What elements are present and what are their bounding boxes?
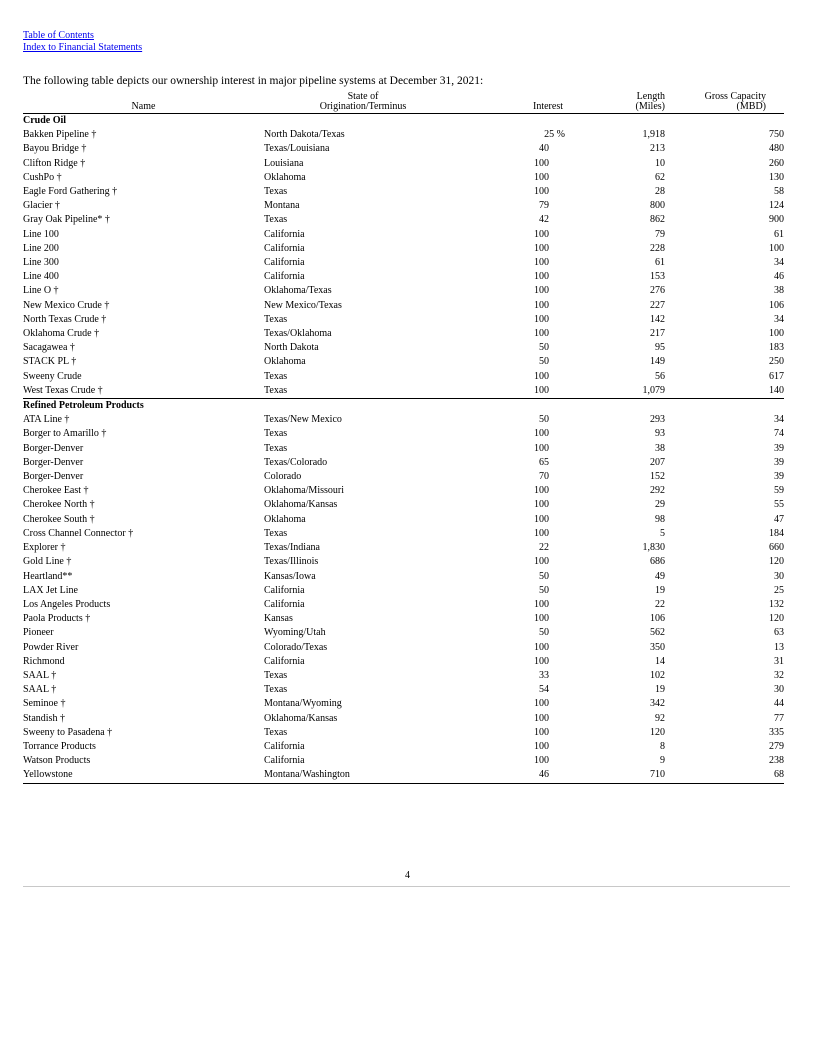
cell-name: Line 100: [23, 228, 59, 240]
cell-state: California: [264, 257, 305, 269]
cell-length: 120: [650, 726, 665, 738]
cell-length: 56: [655, 370, 665, 382]
cell-state: Oklahoma: [264, 356, 306, 368]
cell-capacity: 260: [769, 157, 784, 169]
cell-length: 1,079: [565, 384, 675, 399]
section-title: Refined Petroleum Products: [23, 400, 144, 412]
cell-name: Sacagawea †: [23, 342, 75, 354]
table-row: [23, 470, 784, 484]
cell-name: Cherokee East †: [23, 485, 89, 497]
cell-interest: 100: [534, 641, 549, 653]
table-row: [23, 256, 784, 270]
cell-capacity: 106: [769, 299, 784, 311]
cell-capacity: 31: [774, 655, 784, 667]
cell-capacity: 63: [774, 627, 784, 639]
cell-interest: 100: [534, 228, 549, 240]
cell-name: ATA Line †: [23, 414, 70, 426]
cell-state: Texas: [264, 669, 288, 681]
cell-capacity: 34: [774, 257, 784, 269]
cell-state: Texas: [264, 186, 288, 198]
cell-interest: 100: [534, 655, 549, 667]
cell-length: 142: [650, 313, 665, 325]
cell-capacity: 480: [769, 143, 784, 155]
page-number: 4: [405, 870, 410, 881]
table-row: [23, 697, 784, 711]
cell-interest: 50: [539, 570, 549, 582]
cell-length: 106: [650, 613, 665, 625]
cell-capacity: 74: [774, 428, 784, 440]
cell-name: SAAL †: [23, 669, 57, 681]
cell-length: 686: [650, 556, 665, 568]
cell-interest: 100: [534, 556, 549, 568]
table-row: [23, 598, 784, 612]
cell-capacity: 46: [774, 271, 784, 283]
table-row: [23, 270, 784, 284]
cell-interest: 65: [539, 456, 549, 468]
cell-name: Torrance Products: [23, 740, 96, 752]
cell-interest: 50: [539, 342, 549, 354]
table-row: [23, 299, 784, 313]
cell-name: Yellowstone: [23, 768, 264, 783]
header-interest: Interest: [454, 92, 565, 114]
cell-state: Montana/Wyoming: [264, 698, 342, 710]
cell-name: Oklahoma Crude †: [23, 328, 100, 340]
intro-text: The following table depicts our ownership interest in major pipeline systems at December 31, 2021:: [23, 75, 484, 87]
cell-interest: 50: [539, 584, 549, 596]
cell-state: Texas: [264, 442, 288, 454]
cell-interest: 100: [534, 370, 549, 382]
table-row: [23, 128, 784, 142]
table-row: [23, 142, 784, 156]
cell-name: Bayou Bridge †: [23, 143, 87, 155]
cell-interest: 22: [539, 542, 549, 554]
cell-length: 19: [655, 684, 665, 696]
cell-capacity: 660: [769, 542, 784, 554]
table-row: [23, 626, 784, 640]
cell-interest: 100: [534, 698, 549, 710]
cell-length: 14: [655, 655, 665, 667]
cell-name: Powder River: [23, 641, 79, 653]
cell-length: 710: [565, 768, 675, 783]
cell-interest: 100: [534, 257, 549, 269]
table-row: [23, 442, 784, 456]
cell-name: Line 300: [23, 257, 59, 269]
table-row: [23, 570, 784, 584]
cell-state: Oklahoma/Texas: [264, 285, 332, 297]
cell-interest: 100: [534, 755, 549, 767]
table-row: [23, 612, 784, 626]
cell-state: California: [264, 584, 305, 596]
cell-interest: 100: [534, 428, 549, 440]
cell-interest: 50: [539, 414, 549, 426]
cell-state: Wyoming/Utah: [264, 627, 326, 639]
cell-name: SAAL †: [23, 684, 57, 696]
table-row: [23, 427, 784, 441]
cell-state: Texas/Colorado: [264, 456, 328, 468]
cell-name: Gold Line †: [23, 556, 72, 568]
cell-interest: 100: [534, 271, 549, 283]
cell-state: Colorado/Texas: [264, 641, 328, 653]
cell-state: Texas/New Mexico: [264, 414, 342, 426]
cell-state: Montana: [264, 200, 300, 212]
cell-capacity: 59: [774, 485, 784, 497]
cell-name: Borger to Amarillo †: [23, 428, 107, 440]
table-row: [23, 541, 784, 555]
cell-capacity: 183: [769, 342, 784, 354]
cell-interest: 100: [534, 513, 549, 525]
cell-state: California: [264, 228, 305, 240]
cell-length: 95: [655, 342, 665, 354]
cell-length: 22: [655, 598, 665, 610]
cell-interest: 100: [534, 171, 549, 183]
cell-state: California: [264, 655, 305, 667]
cell-name: LAX Jet Line: [23, 584, 78, 596]
cell-interest: 100: [534, 499, 549, 511]
cell-capacity: 32: [774, 669, 784, 681]
cell-state: Louisiana: [264, 157, 304, 169]
table-row: [23, 641, 784, 655]
cell-state: Texas: [264, 684, 288, 696]
cell-name: Heartland**: [23, 570, 73, 582]
cell-state: Texas: [264, 214, 288, 226]
cell-capacity: 25: [774, 584, 784, 596]
cell-name: Line 400: [23, 271, 59, 283]
cell-capacity: 132: [769, 598, 784, 610]
cell-state: Texas/Oklahoma: [264, 328, 332, 340]
cell-name: Sweeny to Pasadena †: [23, 726, 113, 738]
table-row: [23, 370, 784, 384]
header-length: Length (Miles): [565, 92, 675, 114]
cell-capacity: 58: [774, 186, 784, 198]
cell-length: 862: [650, 214, 665, 226]
cell-state: North Dakota: [264, 342, 319, 354]
cell-capacity: 34: [774, 313, 784, 325]
cell-interest: 25 %: [544, 129, 565, 141]
cell-capacity: 47: [774, 513, 784, 525]
cell-length: 62: [655, 171, 665, 183]
cell-length: 800: [650, 200, 665, 212]
cell-interest: 100: [534, 328, 549, 340]
cell-capacity: 77: [774, 712, 784, 724]
cell-state: California: [264, 755, 305, 767]
table-row: [23, 284, 784, 298]
cell-name: Cherokee North †: [23, 499, 95, 511]
header-capacity: Gross Capacity (MBD): [675, 92, 784, 114]
section-header-row: [23, 399, 784, 414]
cell-name: Pioneer: [23, 627, 54, 639]
cell-capacity: 279: [769, 740, 784, 752]
cell-state: Colorado: [264, 471, 302, 483]
cell-name: Line O †: [23, 285, 59, 297]
cell-state: Oklahoma: [264, 171, 306, 183]
table-row: [23, 669, 784, 683]
cell-interest: 40: [539, 143, 549, 155]
cell-state: Texas/Indiana: [264, 542, 320, 554]
cell-capacity: 617: [769, 370, 784, 382]
cell-interest: 100: [534, 313, 549, 325]
cell-name: Eagle Ford Gathering †: [23, 186, 118, 198]
cell-length: 149: [650, 356, 665, 368]
cell-length: 19: [655, 584, 665, 596]
cell-length: 350: [650, 641, 665, 653]
section-header-row: [23, 114, 784, 129]
cell-capacity: 900: [769, 214, 784, 226]
cell-length: 293: [650, 414, 665, 426]
cell-length: 9: [660, 755, 665, 767]
cell-length: 49: [655, 570, 665, 582]
cell-state: Texas/Louisiana: [264, 143, 330, 155]
cell-interest: 42: [539, 214, 549, 226]
cell-state: Oklahoma/Kansas: [264, 499, 338, 511]
cell-length: 217: [650, 328, 665, 340]
cell-length: 92: [655, 712, 665, 724]
cell-state: Texas: [264, 313, 288, 325]
cell-capacity: 120: [769, 556, 784, 568]
cell-length: 28: [655, 186, 665, 198]
cell-interest: 100: [534, 527, 549, 539]
cell-interest: 100: [534, 485, 549, 497]
cell-length: 342: [650, 698, 665, 710]
cell-interest: 100: [534, 242, 549, 254]
table-row: [23, 171, 784, 185]
top-links: [23, 30, 142, 54]
table-row: [23, 185, 784, 199]
cell-state: Oklahoma/Kansas: [264, 712, 338, 724]
cell-name: Paola Products †: [23, 613, 91, 625]
table-row: [23, 242, 784, 256]
footer-divider: [23, 886, 790, 887]
cell-interest: 100: [534, 186, 549, 198]
cell-length: 1,918: [642, 129, 665, 141]
cell-capacity: 34: [774, 414, 784, 426]
cell-state: Texas: [264, 370, 288, 382]
cell-interest: 100: [534, 157, 549, 169]
cell-state: California: [264, 740, 305, 752]
cell-name: Los Angeles Products: [23, 598, 111, 610]
cell-length: 102: [650, 669, 665, 681]
cell-state: Montana/Washington: [264, 768, 454, 783]
cell-name: Clifton Ridge †: [23, 157, 86, 169]
cell-interest: 70: [539, 471, 549, 483]
table-row: [23, 313, 784, 327]
table-header-row: [23, 92, 784, 114]
cell-length: 276: [650, 285, 665, 297]
cell-interest: 100: [534, 442, 549, 454]
cell-capacity: 750: [769, 129, 784, 141]
cell-capacity: 30: [774, 684, 784, 696]
table-row: [23, 726, 784, 740]
cell-capacity: 238: [769, 755, 784, 767]
cell-length: 98: [655, 513, 665, 525]
cell-interest: 100: [534, 285, 549, 297]
cell-capacity: 39: [774, 471, 784, 483]
cell-capacity: 68: [675, 768, 784, 783]
cell-capacity: 30: [774, 570, 784, 582]
cell-state: North Dakota/Texas: [264, 129, 345, 141]
cell-interest: 54: [539, 684, 549, 696]
table-row: [23, 384, 784, 399]
cell-interest: 46: [454, 768, 565, 783]
cell-length: 228: [650, 242, 665, 254]
table-row: [23, 754, 784, 768]
cell-length: 227: [650, 299, 665, 311]
table-row: [23, 740, 784, 754]
cell-capacity: 335: [769, 726, 784, 738]
cell-interest: 100: [534, 740, 549, 752]
cell-capacity: 13: [774, 641, 784, 653]
cell-interest: 100: [534, 613, 549, 625]
cell-capacity: 120: [769, 613, 784, 625]
cell-interest: 100: [454, 384, 565, 399]
cell-name: Sweeny Crude: [23, 370, 82, 382]
cell-capacity: 250: [769, 356, 784, 368]
cell-name: Explorer †: [23, 542, 66, 554]
header-origination: State of Origination/Terminus: [264, 92, 454, 114]
cell-length: 8: [660, 740, 665, 752]
cell-state: Texas/Illinois: [264, 556, 319, 568]
cell-length: 292: [650, 485, 665, 497]
table-of-contents-link[interactable]: Table of Contents: [23, 30, 94, 41]
cell-length: 152: [650, 471, 665, 483]
cell-capacity: 44: [774, 698, 784, 710]
cell-length: 93: [655, 428, 665, 440]
cell-name: Borger-Denver: [23, 471, 84, 483]
cell-length: 1,830: [642, 542, 665, 554]
cell-name: Bakken Pipeline †: [23, 129, 97, 141]
cell-name: Cross Channel Connector †: [23, 527, 134, 539]
cell-length: 79: [655, 228, 665, 240]
cell-name: STACK PL †: [23, 356, 77, 368]
table-row: [23, 527, 784, 541]
cell-name: Standish †: [23, 712, 65, 724]
cell-interest: 100: [534, 726, 549, 738]
table-body: [23, 114, 784, 784]
cell-name: Richmond: [23, 655, 65, 667]
cell-name: Cherokee South †: [23, 513, 95, 525]
table-row: [23, 355, 784, 369]
cell-interest: 100: [534, 299, 549, 311]
cell-state: California: [264, 598, 305, 610]
section-title: Crude Oil: [23, 115, 67, 126]
cell-interest: 33: [539, 669, 549, 681]
cell-capacity: 130: [769, 171, 784, 183]
cell-name: Borger-Denver: [23, 456, 84, 468]
cell-state: California: [264, 271, 305, 283]
cell-state: New Mexico/Texas: [264, 299, 342, 311]
cell-length: 562: [650, 627, 665, 639]
index-to-financial-statements-link[interactable]: Index to Financial Statements: [23, 42, 143, 53]
cell-name: New Mexico Crude †: [23, 299, 110, 311]
cell-capacity: 124: [769, 200, 784, 212]
table-row: [23, 683, 784, 697]
cell-state: Texas: [264, 527, 288, 539]
cell-length: 61: [655, 257, 665, 269]
pipeline-table: [23, 92, 784, 784]
table-row: [23, 327, 784, 341]
cell-name: Line 200: [23, 242, 59, 254]
table-row: [23, 341, 784, 355]
cell-capacity: 39: [774, 456, 784, 468]
cell-name: CushPo †: [23, 171, 62, 183]
cell-state: Kansas: [264, 613, 293, 625]
cell-capacity: 39: [774, 442, 784, 454]
table-row: [23, 484, 784, 498]
table-row: [23, 213, 784, 227]
cell-capacity: 55: [774, 499, 784, 511]
cell-state: Texas: [264, 726, 288, 738]
cell-capacity: 38: [774, 285, 784, 297]
cell-capacity: 100: [769, 242, 784, 254]
header-name: Name: [23, 92, 264, 114]
cell-capacity: 184: [769, 527, 784, 539]
cell-capacity: 61: [774, 228, 784, 240]
cell-name: North Texas Crude †: [23, 313, 107, 325]
table-row: [23, 712, 784, 726]
cell-length: 207: [650, 456, 665, 468]
cell-state: Kansas/Iowa: [264, 570, 316, 582]
cell-name: West Texas Crude †: [23, 384, 264, 399]
table-row: [23, 157, 784, 171]
cell-interest: 50: [539, 627, 549, 639]
cell-name: Seminoe †: [23, 698, 66, 710]
cell-state: Oklahoma: [264, 513, 306, 525]
cell-length: 213: [650, 143, 665, 155]
table-row: [23, 456, 784, 470]
table-row: [23, 498, 784, 512]
table-row: [23, 655, 784, 669]
cell-interest: 79: [539, 200, 549, 212]
table-row: [23, 768, 784, 783]
cell-length: 29: [655, 499, 665, 511]
cell-length: 5: [660, 527, 665, 539]
cell-length: 153: [650, 271, 665, 283]
cell-name: Gray Oak Pipeline* †: [23, 214, 110, 226]
cell-state: Oklahoma/Missouri: [264, 485, 344, 497]
table-row: [23, 584, 784, 598]
table-row: [23, 199, 784, 213]
cell-interest: 100: [534, 712, 549, 724]
cell-length: 10: [655, 157, 665, 169]
table-row: [23, 228, 784, 242]
cell-state: Texas: [264, 384, 454, 399]
cell-capacity: 140: [675, 384, 784, 399]
cell-length: 38: [655, 442, 665, 454]
cell-capacity: 100: [769, 328, 784, 340]
cell-state: Texas: [264, 428, 288, 440]
cell-interest: 100: [534, 598, 549, 610]
cell-name: Borger-Denver: [23, 442, 84, 454]
cell-interest: 50: [539, 356, 549, 368]
cell-state: California: [264, 242, 305, 254]
cell-name: Watson Products: [23, 755, 91, 767]
table-row: [23, 513, 784, 527]
table-row: [23, 413, 784, 427]
table-row: [23, 555, 784, 569]
cell-name: Glacier †: [23, 200, 60, 212]
